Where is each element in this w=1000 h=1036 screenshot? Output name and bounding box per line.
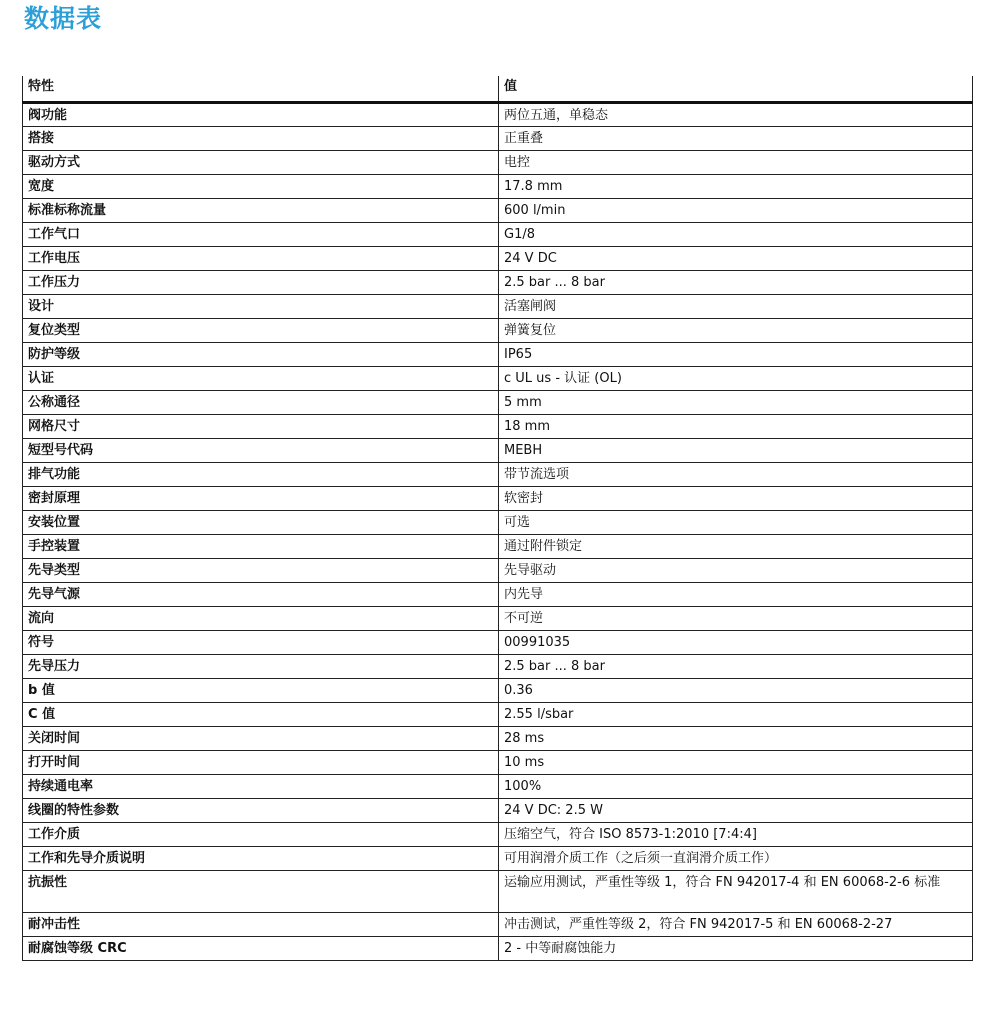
property-cell: 工作介质	[23, 822, 499, 846]
value-cell: 28 ms	[499, 726, 973, 750]
datasheet-table	[22, 76, 973, 961]
value-cell: 活塞闸阀	[499, 294, 973, 318]
value-cell: 600 l/min	[499, 198, 973, 222]
property-cell: 耐冲击性	[23, 912, 499, 936]
property-cell: 工作和先导介质说明	[23, 846, 499, 870]
property-cell: 密封原理	[23, 486, 499, 510]
table-row	[23, 246, 973, 270]
table-row	[23, 102, 973, 126]
datasheet-table-container	[22, 76, 972, 961]
value-cell: 24 V DC	[499, 246, 973, 270]
table-row	[23, 822, 973, 846]
property-cell: 先导类型	[23, 558, 499, 582]
table-row	[23, 798, 973, 822]
property-cell: 耐腐蚀等级 CRC	[23, 936, 499, 960]
property-cell: 排气功能	[23, 462, 499, 486]
value-cell: 0.36	[499, 678, 973, 702]
value-cell: 弹簧复位	[499, 318, 973, 342]
value-cell: 正重叠	[499, 126, 973, 150]
property-cell: 关闭时间	[23, 726, 499, 750]
value-cell: 电控	[499, 150, 973, 174]
value-cell: c UL us - 认证 (OL)	[499, 366, 973, 390]
column-header-property: 特性	[23, 76, 499, 102]
table-row	[23, 630, 973, 654]
table-row	[23, 582, 973, 606]
table-row	[23, 126, 973, 150]
table-row	[23, 318, 973, 342]
value-cell: 2.5 bar ... 8 bar	[499, 270, 973, 294]
property-cell: 防护等级	[23, 342, 499, 366]
property-cell: 网格尺寸	[23, 414, 499, 438]
value-cell: IP65	[499, 342, 973, 366]
value-cell: 00991035	[499, 630, 973, 654]
value-cell: 2 - 中等耐腐蚀能力	[499, 936, 973, 960]
table-row	[23, 534, 973, 558]
column-header-value: 值	[499, 76, 973, 102]
table-row	[23, 558, 973, 582]
table-header-row	[23, 76, 973, 102]
value-cell: 可选	[499, 510, 973, 534]
property-cell: 公称通径	[23, 390, 499, 414]
property-cell: 工作电压	[23, 246, 499, 270]
value-cell: 5 mm	[499, 390, 973, 414]
value-cell: MEBH	[499, 438, 973, 462]
value-cell: 两位五通，单稳态	[499, 102, 973, 126]
property-cell: 阀功能	[23, 102, 499, 126]
table-row	[23, 462, 973, 486]
property-cell: 设计	[23, 294, 499, 318]
property-cell: 搭接	[23, 126, 499, 150]
table-row	[23, 702, 973, 726]
value-cell: 100%	[499, 774, 973, 798]
property-cell: 持续通电率	[23, 774, 499, 798]
property-cell: 复位类型	[23, 318, 499, 342]
table-row	[23, 150, 973, 174]
property-cell: b 值	[23, 678, 499, 702]
value-cell: 先导驱动	[499, 558, 973, 582]
property-cell: 短型号代码	[23, 438, 499, 462]
table-row	[23, 294, 973, 318]
table-row	[23, 654, 973, 678]
property-cell: 驱动方式	[23, 150, 499, 174]
value-cell: 不可逆	[499, 606, 973, 630]
property-cell: 符号	[23, 630, 499, 654]
page-title: 数据表	[24, 4, 103, 33]
property-cell: 打开时间	[23, 750, 499, 774]
property-cell: 先导气源	[23, 582, 499, 606]
value-cell: 冲击测试，严重性等级 2，符合 FN 942017-5 和 EN 60068-2-27	[499, 912, 973, 936]
table-row	[23, 936, 973, 960]
table-row	[23, 222, 973, 246]
table-row	[23, 750, 973, 774]
value-cell: 内先导	[499, 582, 973, 606]
value-cell: 软密封	[499, 486, 973, 510]
property-cell: 先导压力	[23, 654, 499, 678]
value-cell: 24 V DC: 2.5 W	[499, 798, 973, 822]
table-row	[23, 606, 973, 630]
value-cell: 通过附件锁定	[499, 534, 973, 558]
table-row	[23, 870, 973, 912]
table-row	[23, 846, 973, 870]
property-cell: 标准标称流量	[23, 198, 499, 222]
table-row	[23, 270, 973, 294]
table-row	[23, 414, 973, 438]
value-cell: 2.55 l/sbar	[499, 702, 973, 726]
property-cell: 安装位置	[23, 510, 499, 534]
value-cell: 可用润滑介质工作（之后须一直润滑介质工作）	[499, 846, 973, 870]
value-cell: 10 ms	[499, 750, 973, 774]
value-cell: 运输应用测试，严重性等级 1，符合 FN 942017-4 和 EN 60068-2-6 标准	[499, 870, 973, 912]
table-row	[23, 366, 973, 390]
value-cell: 2.5 bar ... 8 bar	[499, 654, 973, 678]
value-cell: 压缩空气，符合 ISO 8573-1:2010 [7:4:4]	[499, 822, 973, 846]
property-cell: 线圈的特性参数	[23, 798, 499, 822]
table-row	[23, 438, 973, 462]
table-row	[23, 510, 973, 534]
property-cell: 抗振性	[23, 870, 499, 912]
table-row	[23, 486, 973, 510]
table-row	[23, 342, 973, 366]
value-cell: G1/8	[499, 222, 973, 246]
value-cell: 带节流选项	[499, 462, 973, 486]
value-cell: 17.8 mm	[499, 174, 973, 198]
property-cell: 流向	[23, 606, 499, 630]
property-cell: 工作压力	[23, 270, 499, 294]
property-cell: 认证	[23, 366, 499, 390]
table-body	[23, 102, 973, 960]
property-cell: 工作气口	[23, 222, 499, 246]
table-row	[23, 390, 973, 414]
value-cell: 18 mm	[499, 414, 973, 438]
table-row	[23, 174, 973, 198]
table-row	[23, 198, 973, 222]
property-cell: 手控装置	[23, 534, 499, 558]
table-row	[23, 774, 973, 798]
property-cell: C 值	[23, 702, 499, 726]
property-cell: 宽度	[23, 174, 499, 198]
table-row	[23, 912, 973, 936]
table-row	[23, 678, 973, 702]
table-row	[23, 726, 973, 750]
